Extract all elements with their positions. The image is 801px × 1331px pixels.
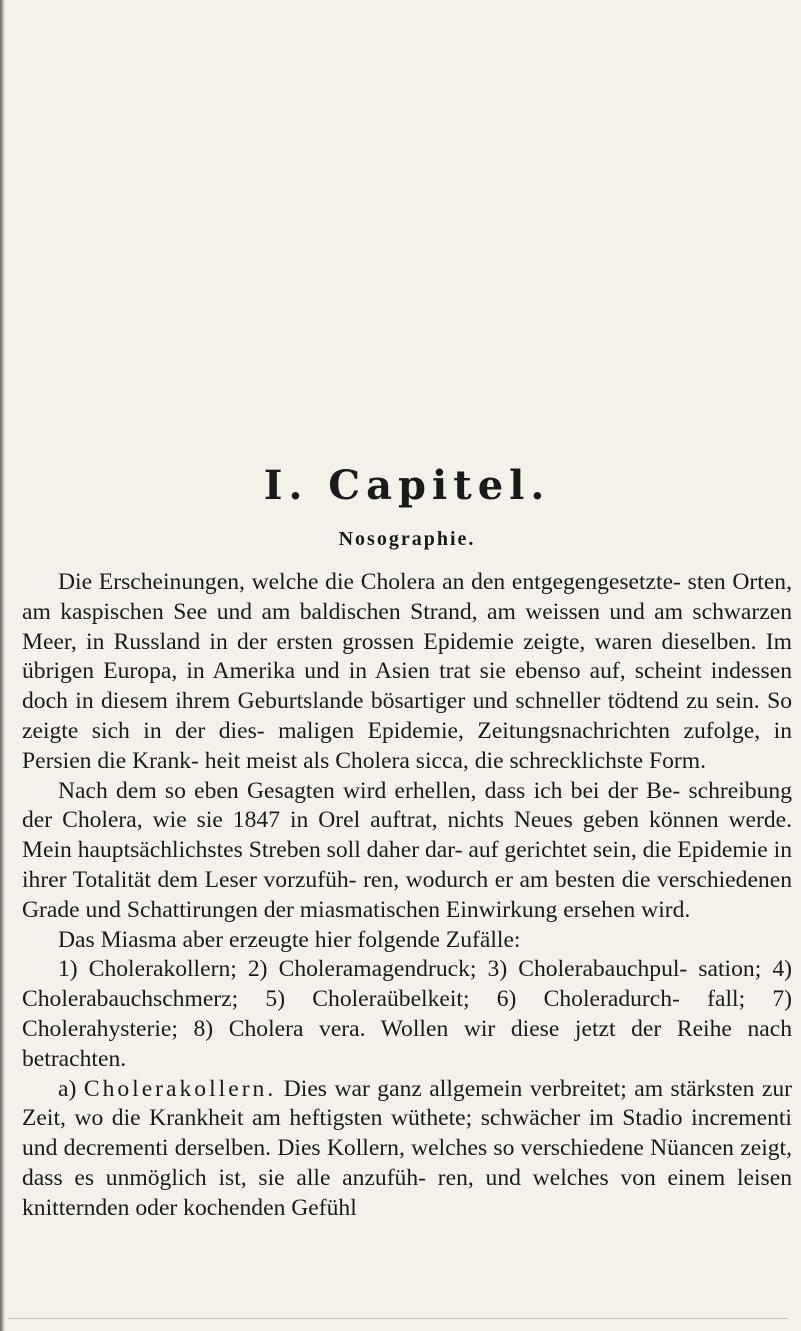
- body-text: [22, 568, 792, 1224]
- list-marker: a): [58, 1075, 77, 1102]
- page-bottom-edge: [8, 1318, 788, 1319]
- chapter-subtitle: Nosographie.: [338, 528, 476, 550]
- page-edge-shadow: [0, 0, 5, 1331]
- paragraph-2: Nach dem so eben Gesagten wird erhellen, dass ich bei der Be- schreibung der Cholera, wie sie 1847 in Orel auftrat, nichts Neues geben können werde. Mein hauptsächlichstes Streben soll daher dar- auf gerichtet sein, die Epidemie in ihrer Totalität dem Leser vorzufüh- ren, wodurch er am besten die verschiedenen Grade und Schattirungen der miasmatischen Einwirkung ersehen wird.: [22, 777, 793, 923]
- book-page: [22, 0, 792, 1331]
- paragraph-3: Das Miasma aber erzeugte hier folgende Zufälle:: [58, 926, 521, 953]
- chapter-title: I. Capitel.: [263, 462, 551, 509]
- paragraph-5: [22, 1075, 792, 1224]
- paragraph-5-text: Dies war ganz allgemein verbreitet; am stärksten zur Zeit, wo die Krankheit am heftigsten wüthete; schwächer im Stadio incrementi und decrementi derselben. Dies Kollern, welches so verschiedene Nüancen zeigt, dass es unmöglich ist, sie alle anzufüh- ren, und welches von einem leisen knitternden oder kochenden Gefühl: [22, 1075, 793, 1221]
- paragraph-1: Die Erscheinungen, welche die Cholera an den entgegengesetzte- sten Orten, am kaspischen See und am baldischen Strand, am weissen und am schwarzen Meer, in Russland in der ersten grossen Epidemie zeigte, waren dieselben. Im übrigen Europa, in Amerika und in Asien trat sie ebenso auf, scheint indessen doch in diesem ihrem Geburtslande bösartiger und schneller tödtend zu sein. So zeigte sich in der dies- maligen Epidemie, Zeitungsnachrichten zufolge, in Persien die Krank- heit meist als Cholera sicca, die schrecklichste Form.: [22, 569, 792, 774]
- section-term: Cholerakollern.: [83, 1075, 277, 1102]
- paragraph-4: 1) Cholerakollern; 2) Choleramagendruck; 3) Cholerabauchpul- sation; 4) Cholerabauchschmerz; 5) Choleraübelkeit; 6) Choleradurch- fall; 7) Cholerahysterie; 8) Cholera vera. Wollen wir diese jetzt der Reihe nach betrachten.: [22, 956, 792, 1072]
